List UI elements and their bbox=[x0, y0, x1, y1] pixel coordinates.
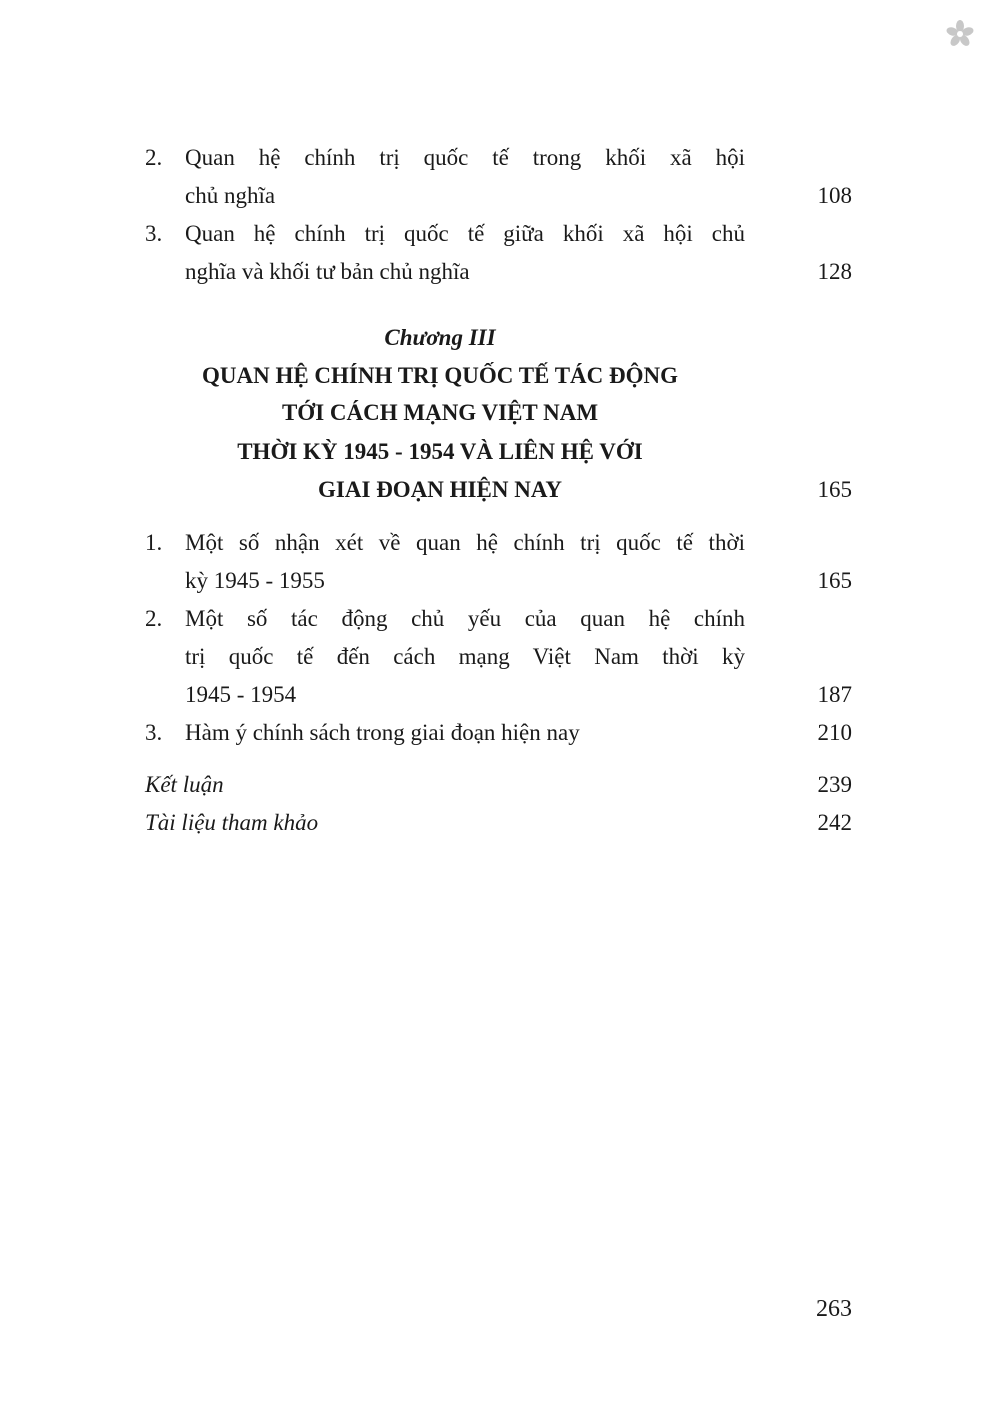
toc-entry-text: kỳ 1945 - 1955 bbox=[185, 568, 325, 593]
toc-conclusion: Kết luận bbox=[145, 772, 224, 797]
chapter-page: 165 bbox=[817, 477, 852, 502]
toc-entry-text: trị quốc tế đến cách mạng Việt Nam thời kỳ bbox=[185, 644, 745, 669]
flower-logo-icon bbox=[946, 20, 974, 48]
toc-entry-text: Hàm ý chính sách trong giai đoạn hiện nay bbox=[185, 720, 580, 745]
toc-entry-text: Quan hệ chính trị quốc tế trong khối xã hội bbox=[185, 145, 745, 170]
chapter-label: Chương III bbox=[384, 325, 496, 350]
toc-entry-page: 165 bbox=[817, 568, 852, 593]
chapter-title-line: THỜI KỲ 1945 - 1954 VÀ LIÊN HỆ VỚI bbox=[237, 439, 643, 464]
toc-entry-page: 128 bbox=[817, 259, 852, 284]
chapter-title-line: QUAN HỆ CHÍNH TRỊ QUỐC TẾ TÁC ĐỘNG bbox=[201, 363, 679, 388]
chapter-title-line: TỚI CÁCH MẠNG VIỆT NAM bbox=[281, 400, 599, 425]
toc-entry-text: 1945 - 1954 bbox=[185, 682, 297, 707]
toc-entry-page: 187 bbox=[817, 682, 852, 707]
toc-entry-text: chủ nghĩa bbox=[185, 183, 276, 208]
toc-entry-text: Quan hệ chính trị quốc tế giữa khối xã hội chủ bbox=[185, 221, 745, 246]
toc-references: Tài liệu tham khảo bbox=[145, 810, 319, 835]
toc-entry-text: Một số nhận xét về quan hệ chính trị quốc tế thời bbox=[185, 530, 745, 555]
toc-entry-number: 1. bbox=[145, 530, 163, 555]
toc-entry-text: Một số tác động chủ yếu của quan hệ chính bbox=[185, 606, 745, 631]
toc-entry-number: 3. bbox=[145, 720, 163, 745]
toc-entry-page: 239 bbox=[817, 772, 852, 797]
toc-entry-number: 2. bbox=[145, 606, 163, 631]
toc-entry-page: 108 bbox=[817, 183, 852, 208]
page-number: 263 bbox=[816, 1296, 852, 1322]
chapter-title-line: GIAI ĐOẠN HIỆN NAY bbox=[318, 477, 562, 502]
toc-entry-page: 242 bbox=[817, 810, 852, 835]
toc-entry-number: 2. bbox=[145, 145, 163, 170]
toc-entry-number: 3. bbox=[145, 221, 163, 246]
toc-entry-text: nghĩa và khối tư bản chủ nghĩa bbox=[185, 259, 470, 284]
toc-entry-page: 210 bbox=[817, 720, 852, 745]
